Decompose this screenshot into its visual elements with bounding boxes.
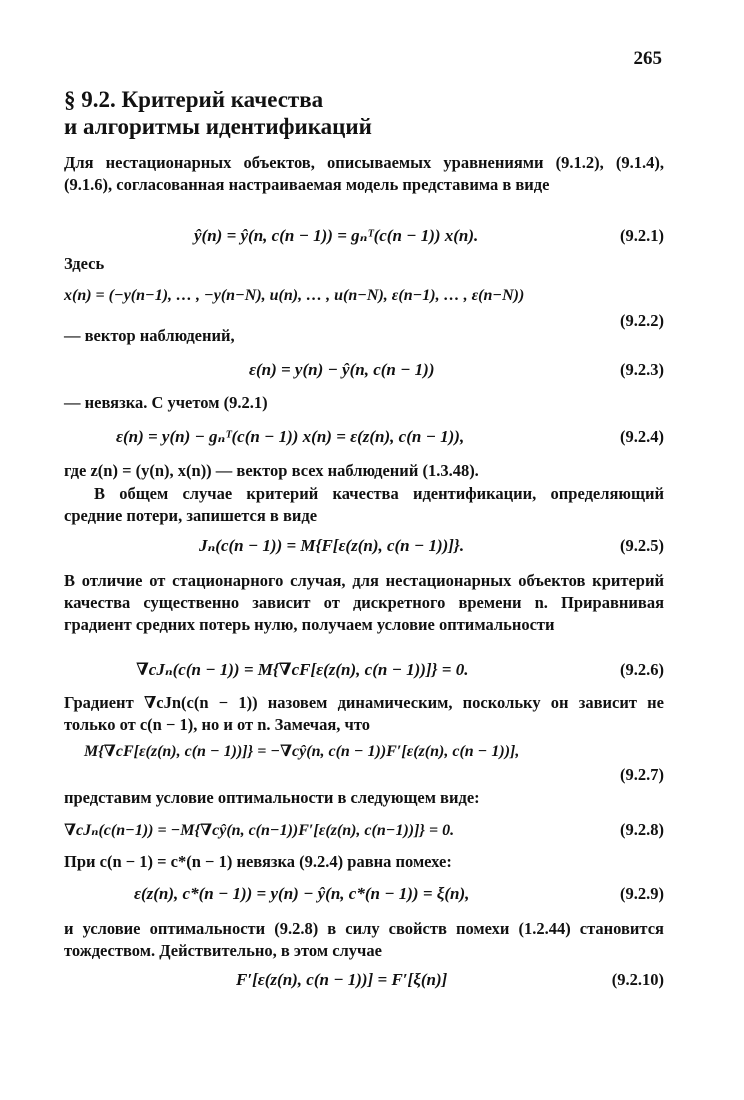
equation-number: (9.2.7) [620,765,664,784]
paragraph-vector: — вектор наблюдений, [64,326,235,345]
equation-formula: x(n) = (−y(n−1), … , −y(n−N), u(n), … , u(n−N), ε(n−1), … , ε(n−N)) [64,287,525,304]
paragraph-pri: При c(n − 1) = c*(n − 1) невязка (9.2.4) равна помехе: [64,852,452,871]
equation-9-2-8 [64,820,664,846]
equation-9-2-9 [64,884,664,910]
equation-9-2-7 [64,741,664,784]
paragraph-final: и условие оптимальности (9.2.8) в силу свойств помехи (1.2.44) становится тождеством. Действительно, в этом случае [64,919,664,960]
equation-formula: ŷ(n) = ŷ(n, c(n − 1)) = gₙᵀ(c(n − 1)) x(n). [194,226,479,245]
paragraph-general-case: В общем случае критерий качества идентификации, определяющий средние потери, запишется в виде [64,484,664,525]
equation-9-2-5 [64,536,664,562]
section-title [64,86,664,140]
equation-number: (9.2.8) [620,820,664,839]
equation-9-2-4 [64,427,664,453]
paragraph-represent: представим условие оптимальности в следующем виде: [64,788,480,807]
equation-number: (9.2.2) [620,311,664,330]
equation-formula: ε(n) = y(n) − ŷ(n, c(n − 1)) [249,360,435,379]
equation-formula: Jₙ(c(n − 1)) = M{F[ε(z(n), c(n − 1))]}. [199,536,465,555]
equation-number: (9.2.3) [620,360,664,379]
equation-9-2-6 [64,660,664,686]
paragraph-intro: Для нестационарных объектов, описываемых уравнениями (9.1.2), (9.1.4), (9.1.6), согласованная настраиваемая модель представима в виде [64,153,664,194]
section-title-line2: и алгоритмы идентификаций [64,114,372,139]
equation-formula: ε(n) = y(n) − gₙᵀ(c(n − 1)) x(n) = ε(z(n), c(n − 1)), [116,427,465,446]
equation-number: (9.2.9) [620,884,664,903]
equation-formula: ∇cJₙ(c(n−1)) = −M{∇cŷ(n, c(n−1))F′[ε(z(n), c(n−1))]} = 0. [64,822,455,839]
equation-number: (9.2.5) [620,536,664,555]
equation-formula: ∇cJₙ(c(n − 1)) = M{∇cF[ε(z(n), c(n − 1))]} = 0. [136,660,469,679]
equation-9-2-1 [64,226,664,252]
paragraph-gde: где z(n) = (y(n), x(n)) — вектор всех наблюдений (1.3.48). [64,461,479,480]
paragraph-zdes: Здесь [64,254,105,273]
equation-number: (9.2.1) [620,226,664,245]
equation-9-2-10 [64,970,664,996]
equation-number: (9.2.6) [620,660,664,679]
paragraph-nevyazka: — невязка. С учетом (9.2.1) [64,393,268,412]
paragraph-nonstationary: В отличие от стационарного случая, для нестационарных объектов критерий качества существенно зависит от дискретного времени n. Приравнивая градиент средних потерь нулю, получаем условие оптимальности [64,571,664,634]
equation-formula: M{∇cF[ε(z(n), c(n − 1))]} = −∇cŷ(n, c(n − 1))F′[ε(z(n), c(n − 1))], [84,743,520,760]
equation-number: (9.2.10) [611,970,664,989]
equation-number: (9.2.4) [620,427,664,446]
equation-9-2-3 [64,360,664,386]
equation-9-2-2 [64,287,664,330]
paragraph-gradient: Градиент ∇cJn(c(n − 1)) назовем динамическим, поскольку он зависит не только от c(n − 1), но и от n. Замечая, что [64,693,664,734]
section-title-line1: § 9.2. Критерий качества [64,87,324,112]
page-number: 265 [633,48,662,69]
equation-formula: F′[ε(z(n), c(n − 1))] = F′[ξ(n)] [236,970,448,989]
equation-formula: ε(z(n), c*(n − 1)) = y(n) − ŷ(n, c*(n − 1)) = ξ(n), [134,884,470,903]
